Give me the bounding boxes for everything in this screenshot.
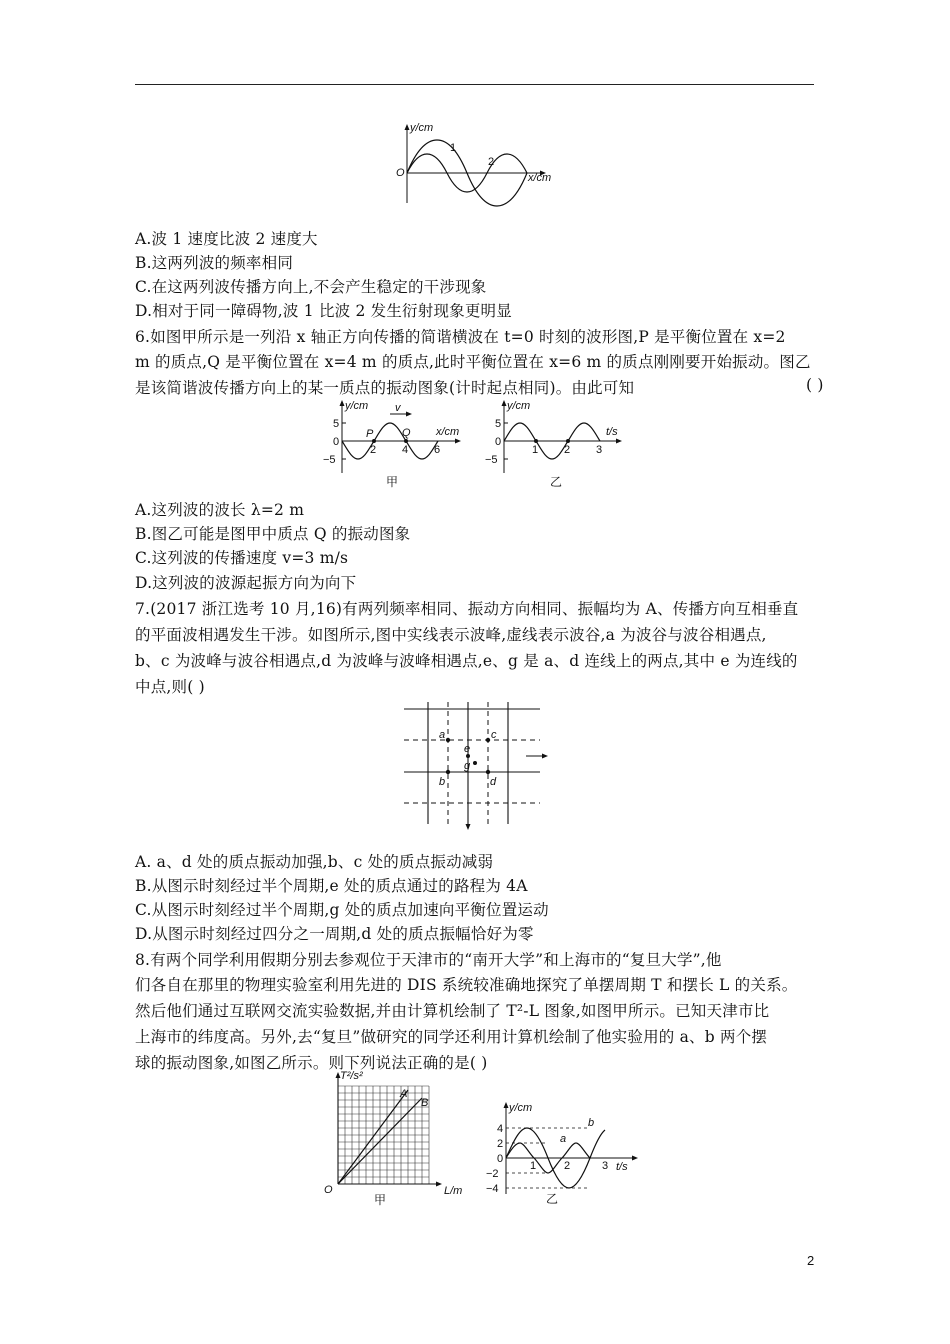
q8-stem-line-5: 球的振动图象,如图乙所示。则下列说法正确的是( ) (135, 1054, 488, 1072)
q8-yi-ytick-4: 4 (497, 1123, 504, 1135)
q7-point-c: c (491, 729, 497, 741)
q8-yi-x-label: t/s (616, 1161, 628, 1173)
q8-stem-line-4: 上海市的纬度高。另外,去“复旦”做研究的同学还利用计算机绘制了他实验用的 a、b 两个摆 (135, 1028, 768, 1046)
q7-point-a: a (439, 729, 446, 741)
q5-y-label: y/cm (410, 122, 434, 134)
q7-point-e: e (464, 743, 471, 755)
q8-yi-label-a: a (560, 1133, 567, 1145)
q5-wave1-label: 1 (450, 142, 457, 154)
q6-jia-v-label: v (395, 402, 401, 414)
q8-yi-ytick-2: 2 (497, 1138, 504, 1150)
q6-yi-xtick-1: 1 (532, 444, 539, 456)
q6-jia-caption: 甲 (386, 475, 399, 489)
q8-yi-xtick-1: 1 (530, 1160, 537, 1172)
q7-option-c: C.从图示时刻经过半个周期,g 处的质点加速向平衡位置运动 (135, 901, 549, 919)
q8-jia-caption: 甲 (374, 1193, 387, 1207)
q6-jia-xtick-6: 6 (434, 444, 441, 456)
q8-yi-ytick-0: 0 (497, 1153, 504, 1165)
q6-jia-q-label: Q (402, 427, 411, 439)
q7-option-d: D.从图示时刻经过四分之一周期,d 处的质点振幅恰好为零 (135, 925, 534, 943)
q5-option-d: D.相对于同一障碍物,波 1 比波 2 发生衍射现象更明显 (135, 302, 512, 320)
q6-yi-x-label: t/s (606, 426, 618, 438)
q6-jia-ytick-0: 0 (333, 436, 340, 448)
q6-option-c: C.这列波的传播速度 v=3 m/s (135, 549, 349, 567)
q8-jia-line-a: A (400, 1088, 408, 1100)
q8-stem-line-2: 们各自在那里的物理实验室利用先进的 DIS 系统较准确地探究了单摆周期 T 和摆长 L 的关系。 (135, 976, 798, 994)
q6-option-a: A.这列波的波长 λ=2 m (135, 501, 305, 519)
q6-jia-xtick-4: 4 (402, 444, 409, 456)
q6-jia-ytick-m5: −5 (323, 454, 336, 466)
page-number: 2 (807, 1253, 815, 1268)
q5-wave2-label: 2 (488, 156, 495, 168)
q8-stem-line-1: 8.有两个同学利用假期分别去参观位于天津市的“南开大学”和上海市的“复旦大学”,他 (135, 951, 722, 969)
q7-interference-figure (398, 696, 558, 834)
q6-jia-y-label: y/cm (345, 400, 369, 412)
q5-option-c: C.在这两列波传播方向上,不会产生稳定的干涉现象 (135, 278, 487, 296)
q6-option-b: B.图乙可能是图甲中质点 Q 的振动图象 (135, 525, 411, 543)
q6-stem-line-3: 是该简谐波传播方向上的某一质点的振动图象(计时起点相同)。由此可知 (135, 379, 635, 397)
q5-x-label: x/cm (528, 172, 552, 184)
q8-jia-y-label: T²/s² (340, 1070, 363, 1082)
q6-yi-y-label: y/cm (507, 400, 531, 412)
q8-jia-x-label: L/m (444, 1185, 463, 1197)
q5-option-a: A.波 1 速度比波 2 速度大 (135, 230, 318, 248)
q8-figure-yi (484, 1100, 644, 1206)
q8-jia-line-b: B (421, 1097, 429, 1109)
q5-origin: O (396, 167, 405, 179)
q7-option-a: A. a、d 处的质点振动加强,b、c 处的质点振动减弱 (135, 853, 494, 871)
q5-option-b: B.这两列波的频率相同 (135, 254, 294, 272)
q7-option-b: B.从图示时刻经过半个周期,e 处的质点通过的路程为 4A (135, 877, 528, 895)
q6-yi-ytick-0: 0 (495, 436, 502, 448)
q8-yi-ytick-m2: −2 (486, 1168, 499, 1180)
q8-jia-origin: O (324, 1184, 333, 1196)
q8-stem-line-3: 然后他们通过互联网交流实验数据,并由计算机绘制了 T²-L 图象,如图甲所示。已知天津市比 (135, 1002, 770, 1020)
q6-yi-caption: 乙 (550, 475, 563, 489)
header-rule (135, 84, 814, 85)
q8-yi-ytick-m4: −4 (486, 1183, 499, 1195)
q6-yi-xtick-2: 2 (564, 444, 571, 456)
q7-stem-line-2: 的平面波相遇发生干涉。如图所示,图中实线表示波峰,虚线表示波谷,a 为波谷与波谷相遇点, (135, 626, 767, 644)
q8-figure-jia (318, 1066, 478, 1210)
q7-stem-line-4: 中点,则( ) (135, 678, 205, 696)
q8-yi-label-b: b (588, 1117, 595, 1129)
q7-point-d: d (490, 776, 497, 788)
q7-stem-line-1: 7.(2017 浙江选考 10 月,16)有两列频率相同、振动方向相同、振幅均为 A、传播方向互相垂直 (135, 600, 799, 618)
q7-stem-line-3: b、c 为波峰与波谷相遇点,d 为波峰与波峰相遇点,e、g 是 a、d 连线上的两点,其中 e 为连线的 (135, 652, 798, 670)
q6-stem-line-2: m 的质点,Q 是平衡位置在 x=4 m 的质点,此时平衡位置在 x=6 m 的质点刚刚要开始振动。图乙 (135, 353, 811, 371)
q6-jia-x-label: x/cm (436, 426, 460, 438)
q6-jia-p-label: P (366, 428, 374, 440)
q6-yi-xtick-3: 3 (596, 444, 603, 456)
q6-stem-line-1: 6.如图甲所示是一列沿 x 轴正方向传播的简谐横波在 t=0 时刻的波形图,P 是平衡位置在 x=2 (135, 328, 786, 346)
q5-wave-figure (392, 118, 562, 210)
q8-yi-xtick-3: 3 (602, 1160, 609, 1172)
q7-point-b: b (439, 776, 446, 788)
q6-jia-xtick-2: 2 (370, 444, 377, 456)
q8-yi-xtick-2: 2 (564, 1160, 571, 1172)
q8-yi-caption: 乙 (546, 1192, 559, 1206)
q6-yi-ytick-m5: −5 (485, 454, 498, 466)
q6-figure-jia (322, 398, 472, 490)
q6-option-d: D.这列波的波源起振方向为向下 (135, 574, 357, 592)
q8-yi-y-label: y/cm (509, 1102, 533, 1114)
q6-yi-ytick-5: 5 (495, 418, 502, 430)
q6-figure-yi (480, 398, 630, 490)
q7-point-g: g (464, 760, 471, 772)
q6-jia-ytick-5: 5 (333, 418, 340, 430)
q6-answer-blank: ( ) (806, 376, 824, 394)
